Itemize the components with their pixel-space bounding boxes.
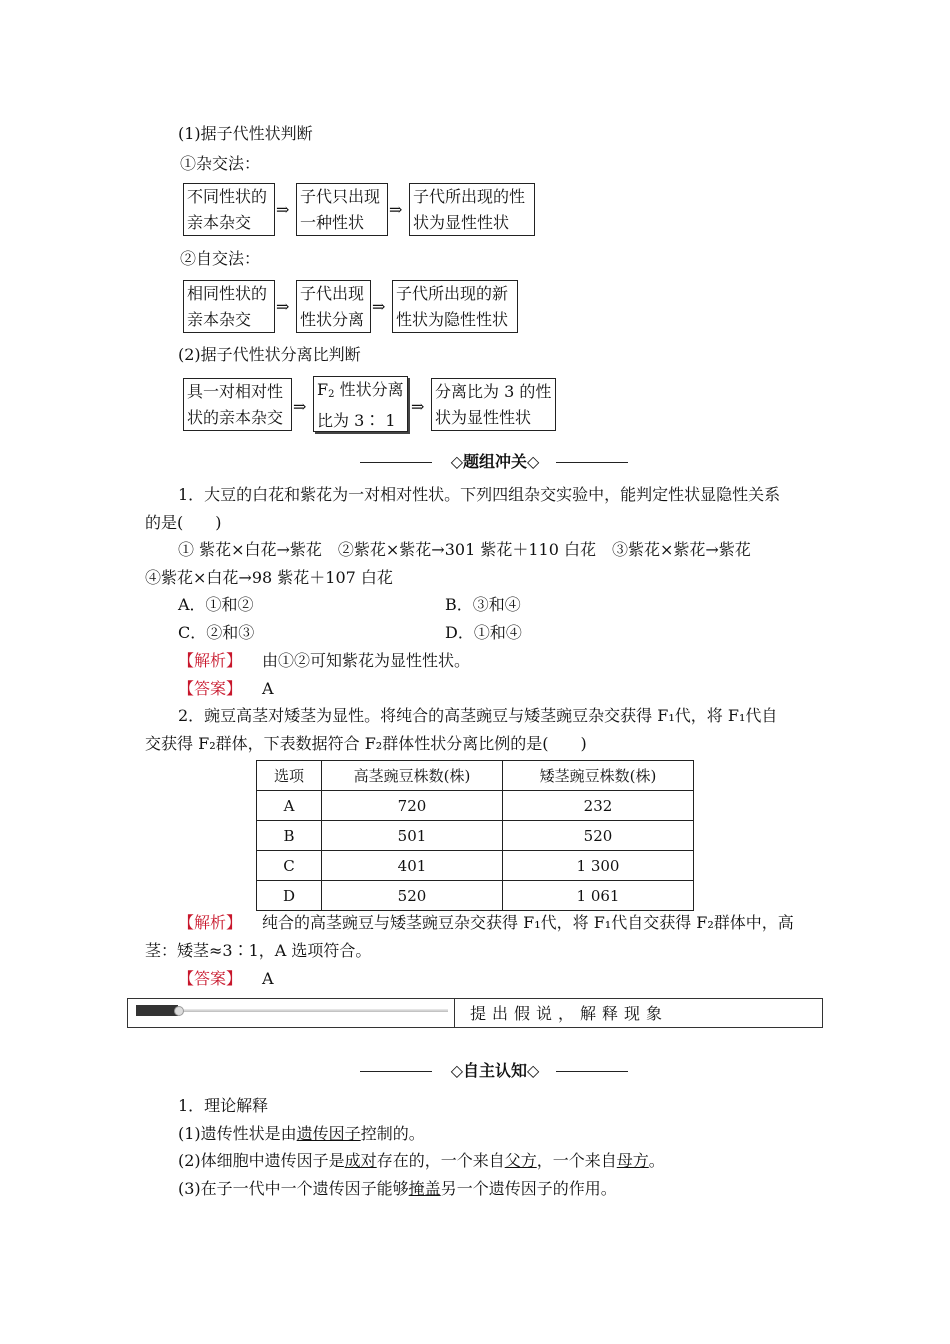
flow-box	[296, 280, 371, 333]
text: 存在的，一个来自	[376, 1151, 505, 1170]
q1-stem-cont: 的是( )	[145, 513, 222, 532]
text: 另一个遗传因子的作用。	[440, 1179, 617, 1198]
q1-stem: 1．大豆的白花和紫花为一对相对性状。下列四组杂交实验中，能判定性状显隐性关系	[178, 485, 781, 504]
implies-arrow: ⇒	[389, 200, 403, 219]
f2-line	[317, 377, 404, 408]
knowledge-banner	[127, 998, 823, 1028]
banner-tag-graphic	[136, 1005, 178, 1016]
underlined-term: 遗传因子	[296, 1124, 361, 1143]
self-method-label: ②自交法：	[180, 249, 261, 268]
implies-arrow: ⇒	[293, 397, 307, 416]
table-cell: C	[257, 851, 322, 881]
flow-box-line: 状为显性性状	[413, 213, 510, 232]
q1-option-c: C．②和③	[178, 623, 255, 642]
flow-box-line: 子代只出现	[300, 187, 381, 206]
theory-point-2	[178, 1151, 665, 1171]
banner-dot-graphic	[174, 1006, 184, 1016]
cross-method-label: ①杂交法：	[180, 154, 261, 173]
subheading-by-ratio: (2)据子代性状分离比判断	[178, 345, 361, 364]
flow-box-line: 子代出现	[300, 284, 365, 303]
flow-box-line: 亲本杂交	[187, 310, 252, 329]
section-header-practice	[360, 452, 630, 472]
implies-arrow: ⇒	[411, 397, 425, 416]
q1-items-cont: ④紫花×白花→98 紫花＋107 白花	[145, 568, 393, 587]
flow-box-line: 比为 3∶ 1	[317, 411, 396, 430]
flow-box	[392, 280, 518, 333]
table-header: 选项	[257, 761, 322, 791]
implies-arrow: ⇒	[276, 200, 290, 219]
answer-tag: 【答案】	[178, 679, 243, 698]
table-cell: B	[257, 821, 322, 851]
q1-option-b: B．③和④	[445, 595, 521, 614]
flow-box	[409, 183, 535, 236]
f2-text: 性状分离	[334, 380, 404, 399]
implies-arrow: ⇒	[372, 297, 386, 316]
divider	[360, 462, 432, 463]
analysis-tag: 【解析】	[178, 651, 243, 670]
section-title: ◇自主认知◇	[450, 1061, 540, 1080]
table-header: 高茎豌豆株数(株)	[322, 761, 503, 791]
f2-subscript: 2	[328, 389, 335, 400]
table-cell: 501	[322, 821, 503, 851]
theory-point-3	[178, 1179, 617, 1199]
flow-box	[431, 378, 556, 431]
divider	[556, 462, 628, 463]
answer-tag: 【答案】	[178, 969, 243, 988]
underlined-term: 掩盖	[408, 1179, 441, 1198]
flow-box-line: 子代所出现的性	[413, 187, 526, 206]
flow-box	[296, 183, 388, 236]
table-cell: A	[257, 791, 322, 821]
text: ，一个来自	[536, 1151, 617, 1170]
table-header-row	[257, 761, 694, 791]
table-cell: 520	[322, 881, 503, 911]
flow-box-line: 状为显性性状	[435, 408, 532, 427]
table-row	[257, 791, 694, 821]
banner-divider	[454, 999, 455, 1027]
q2-analysis-cont: 茎：矮茎≈3∶1，A 选项符合。	[145, 941, 372, 960]
implies-arrow: ⇒	[276, 297, 290, 316]
underlined-term: 父方	[504, 1151, 537, 1170]
text: 控制的。	[360, 1124, 425, 1143]
q1-option-a: A．①和②	[178, 595, 254, 614]
subheading-by-offspring: (1)据子代性状判断	[178, 124, 313, 143]
table-cell: 1 300	[503, 851, 694, 881]
flow-box	[183, 378, 292, 431]
divider	[360, 1071, 432, 1072]
flow-box-line: 不同性状的	[187, 187, 268, 206]
banner-bar-graphic	[176, 1009, 448, 1012]
flow-box-line: 状的亲本杂交	[187, 408, 284, 427]
q2-data-table	[256, 760, 694, 911]
q1-items: ① 紫花×白花→紫花 ②紫花×紫花→301 紫花＋110 白花 ③紫花×紫花→紫花	[178, 540, 751, 559]
q1-option-d: D．①和④	[445, 623, 522, 642]
flow-box-line: 性状分离	[300, 310, 365, 329]
flow-box-line: 具一对相对性	[187, 382, 284, 401]
text: (1)遗传性状是由	[178, 1124, 297, 1143]
flow-box-line: 一种性状	[300, 213, 365, 232]
flow-box-line: 亲本杂交	[187, 213, 252, 232]
text: 。	[648, 1151, 665, 1170]
q1-answer: A	[262, 679, 274, 698]
banner-title: 提出假说，解释现象	[470, 1004, 669, 1023]
divider	[556, 1071, 628, 1072]
section-title: ◇题组冲关◇	[450, 452, 540, 471]
theory-heading: 1．理论解释	[178, 1096, 269, 1115]
theory-point-1	[178, 1124, 425, 1144]
q2-analysis: 纯合的高茎豌豆与矮茎豌豆杂交获得 F₁代，将 F₁代自交获得 F₂群体中，高	[262, 913, 794, 932]
f2-ratio-box	[313, 376, 408, 432]
f2-symbol: F	[317, 380, 329, 399]
flow-box-line: 子代所出现的新	[396, 284, 509, 303]
table-cell: D	[257, 881, 322, 911]
flow-box	[183, 280, 275, 333]
underlined-term: 成对	[344, 1151, 377, 1170]
table-row	[257, 881, 694, 911]
section-header-self-study	[360, 1061, 630, 1081]
q2-answer: A	[262, 969, 274, 988]
flow-box-line: 性状为隐性性状	[396, 310, 509, 329]
q1-analysis: 由①②可知紫花为显性性状。	[262, 651, 471, 670]
table-cell: 520	[503, 821, 694, 851]
q2-stem-cont: 交获得 F₂群体，下表数据符合 F₂群体性状分离比例的是( )	[145, 734, 587, 753]
table-cell: 720	[322, 791, 503, 821]
table-header: 矮茎豌豆株数(株)	[503, 761, 694, 791]
table-row	[257, 851, 694, 881]
flow-box	[183, 183, 275, 236]
table-row	[257, 821, 694, 851]
analysis-tag: 【解析】	[178, 913, 243, 932]
text: (2)体细胞中遗传因子是	[178, 1151, 345, 1170]
text: (3)在子一代中一个遗传因子能够	[178, 1179, 409, 1198]
table-cell: 232	[503, 791, 694, 821]
flow-box-line: 分离比为 3 的性	[435, 382, 552, 401]
table-cell: 401	[322, 851, 503, 881]
q2-stem: 2．豌豆高茎对矮茎为显性。将纯合的高茎豌豆与矮茎豌豆杂交获得 F₁代，将 F₁代自	[178, 706, 778, 725]
table-cell: 1 061	[503, 881, 694, 911]
flow-box-line: 相同性状的	[187, 284, 268, 303]
underlined-term: 母方	[616, 1151, 649, 1170]
